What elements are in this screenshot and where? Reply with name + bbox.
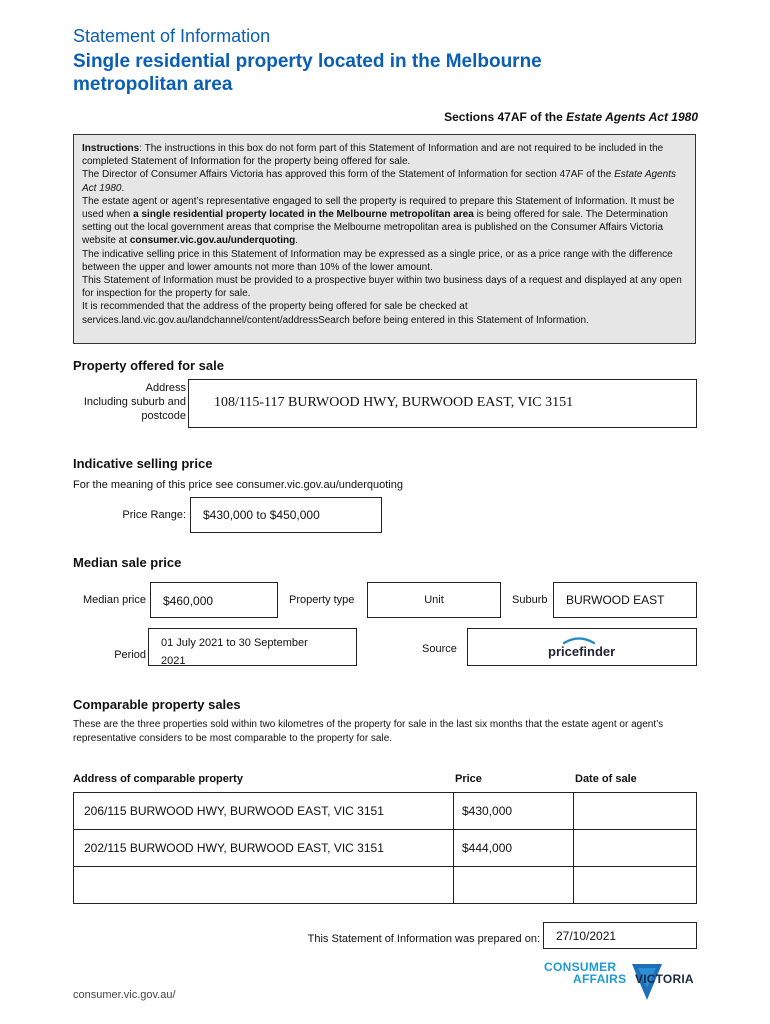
doc-title-line1: Single residential property located in the Melbourne bbox=[73, 51, 542, 72]
pricefinder-logo: pricefinder bbox=[548, 644, 616, 659]
property-section-title: Property offered for sale bbox=[73, 358, 224, 373]
cell-divider bbox=[453, 793, 454, 829]
prepared-date-value: 27/10/2021 bbox=[556, 929, 617, 943]
instructions-p2: The Director of Consumer Affairs Victoria has approved this form of the Statement of Information for section 47AF of the Estate Agents Act 1980. bbox=[82, 169, 676, 194]
comparable-address: 206/115 BURWOOD HWY, BURWOOD EAST, VIC 3151 bbox=[84, 804, 384, 818]
address-field[interactable] bbox=[188, 379, 697, 428]
indicative-note: For the meaning of this price see consumer.vic.gov.au/underquoting bbox=[73, 479, 403, 491]
col-header-price: Price bbox=[455, 773, 482, 785]
instructions-p6: It is recommended that the address of the property being offered for sale be checked at services.land.vic.gov.au/landchannel/content/addressSearch before being entered in this Statement of Information. bbox=[82, 301, 589, 326]
sections-prefix: Sections 47AF of the bbox=[444, 110, 567, 124]
indicative-section-title: Indicative selling price bbox=[73, 456, 213, 471]
instructions-p3: The estate agent or agent’s representative engaged to sell the property is required to prepare this Statement of Information. It must be used when a single residential property located in the Melbourne metropolitan area is being offered for sale. The Determination setting out the local government areas that comprise the Melbourne metropolitan area is published on the Consumer Affairs Victoria website at consumer.vic.gov.au/underquoting. bbox=[82, 195, 675, 247]
table-row bbox=[73, 792, 697, 830]
logo-consumer: CONSUMER bbox=[544, 960, 617, 974]
cell-divider bbox=[573, 793, 574, 829]
cell-divider bbox=[453, 867, 454, 903]
property-type-label: Property type bbox=[289, 594, 355, 606]
table-row bbox=[73, 829, 697, 867]
price-range-field[interactable] bbox=[190, 497, 382, 533]
footer-url[interactable]: consumer.vic.gov.au/ bbox=[73, 989, 176, 1001]
comparable-price: $444,000 bbox=[462, 841, 513, 855]
cell-divider bbox=[573, 830, 574, 866]
col-header-address: Address of comparable property bbox=[73, 773, 243, 785]
instructions-box bbox=[73, 134, 696, 344]
address-value: 108/115-117 BURWOOD HWY, BURWOOD EAST, VIC 3151 bbox=[214, 395, 574, 410]
period-label: Period bbox=[114, 649, 146, 661]
instructions-p5: This Statement of Information must be provided to a prospective buyer within two business days of a request and displayed at any open for inspection for the property for sale. bbox=[82, 275, 682, 300]
comparable-intro: These are the three properties sold within two kilometres of the property for sale in the last six months that the estate agent or agent’s representative considers to be most comparable to the property for sale. bbox=[73, 719, 664, 744]
col-header-date: Date of sale bbox=[575, 773, 637, 785]
prepared-label: This Statement of Information was prepared on: bbox=[307, 933, 540, 945]
source-field[interactable] bbox=[467, 628, 697, 666]
doc-title-line2: metropolitan area bbox=[73, 74, 233, 95]
cell-divider bbox=[453, 830, 454, 866]
median-price-field[interactable] bbox=[150, 582, 278, 618]
source-label: Source bbox=[422, 643, 457, 655]
period-value: 01 July 2021 to 30 September 2021 bbox=[161, 637, 308, 667]
consumer-affairs-logo bbox=[544, 960, 700, 1004]
suburb-value: BURWOOD EAST bbox=[566, 593, 665, 607]
underquoting-link[interactable]: consumer.vic.gov.au/underquoting bbox=[129, 235, 296, 247]
comparable-price: $430,000 bbox=[462, 804, 513, 818]
address-label: Address Including suburb and postcode bbox=[83, 382, 186, 422]
comparable-address: 202/115 BURWOOD HWY, BURWOOD EAST, VIC 3151 bbox=[84, 841, 384, 855]
instructions-lead: Instructions bbox=[82, 143, 140, 154]
logo-victoria: VICTORIA bbox=[635, 972, 694, 986]
median-price-value: $460,000 bbox=[163, 594, 214, 608]
logo-affairs: AFFAIRS bbox=[573, 972, 627, 986]
median-section-title: Median sale price bbox=[73, 555, 182, 570]
suburb-field[interactable] bbox=[553, 582, 697, 618]
median-price-label: Median price bbox=[83, 594, 146, 606]
pricefinder-mark-icon bbox=[562, 636, 596, 644]
cell-divider bbox=[573, 867, 574, 903]
period-field[interactable] bbox=[148, 628, 357, 666]
suburb-label: Suburb bbox=[512, 594, 548, 606]
comparable-section-title: Comparable property sales bbox=[73, 697, 241, 712]
table-row bbox=[73, 866, 697, 904]
price-range-value: $430,000 to $450,000 bbox=[203, 508, 320, 522]
instructions-p4: The indicative selling price in this Statement of Information may be expressed as a single price, or as a price range with the difference between the upper and lower amounts not more than 10% of the lower amount. bbox=[82, 248, 673, 273]
sections-reference bbox=[444, 110, 698, 124]
prepared-date-field[interactable] bbox=[543, 922, 697, 949]
doc-kicker: Statement of Information bbox=[73, 26, 271, 46]
sections-act: Estate Agents Act 1980 bbox=[566, 110, 698, 124]
property-type-value: Unit bbox=[424, 594, 444, 606]
instructions-p1: Instructions: The instructions in this box do not form part of this Statement of Information and are not required to be included in the completed Statement of Information for the property being offered for sale. bbox=[82, 143, 664, 168]
property-type-field[interactable] bbox=[367, 582, 501, 618]
price-range-label: Price Range: bbox=[122, 509, 186, 521]
